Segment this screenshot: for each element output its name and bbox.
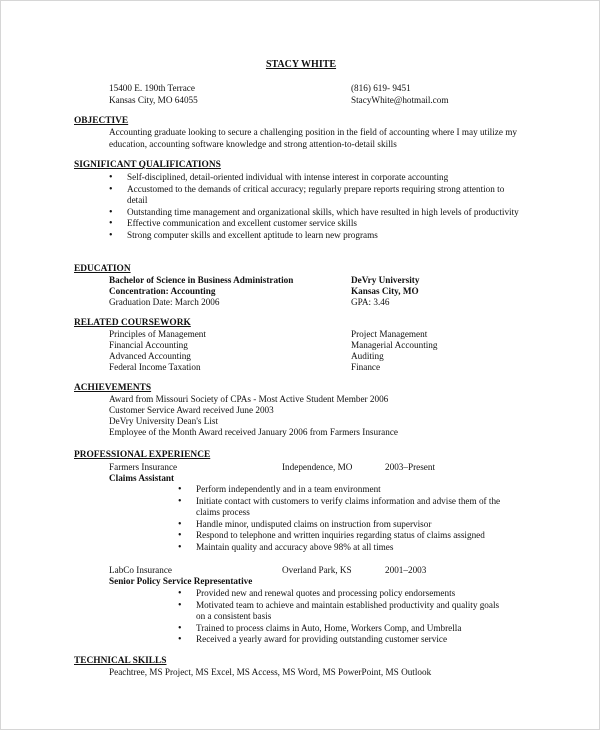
job-duty: • Maintain quality and accuracy above 98% at all times xyxy=(178,542,508,554)
achievement-item: Employee of the Month Award received January 2006 from Farmers Insurance xyxy=(109,427,398,437)
job-duties-list xyxy=(178,588,508,646)
job-duties-list xyxy=(178,484,508,553)
address-line-2: Kansas City, MO 64055 xyxy=(109,95,198,105)
job-location: Independence, MO xyxy=(282,462,353,472)
email-address: StacyWhite@hotmail.com xyxy=(351,95,449,105)
job-company: LabCo Insurance xyxy=(109,565,173,575)
skills-text: Peachtree, MS Project, MS Excel, MS Access, MS Word, MS PowerPoint, MS Outlook xyxy=(109,667,432,677)
job-title: Senior Policy Service Representative xyxy=(109,576,253,586)
gpa: GPA: 3.46 xyxy=(351,297,390,307)
qualification-item: • Outstanding time management and organizational skills, which have resulted in high levels of productivity xyxy=(109,207,519,219)
qualifications-list xyxy=(109,172,519,241)
qualification-item: • Accustomed to the demands of critical accuracy; regularly prepare reports requiring strong attention to detail xyxy=(109,184,519,207)
school-name: DeVry University xyxy=(351,275,420,285)
course-item: Principles of Management xyxy=(109,329,206,339)
address-line-1: 15400 E. 190th Terrace xyxy=(109,83,195,93)
job-duty: • Initiate contact with customers to verify claims information and advise them of the claims process xyxy=(178,496,508,519)
qualification-item: • Self-disciplined, detail-oriented individual with intense interest in corporate accounting xyxy=(109,172,519,184)
achievement-item: DeVry University Dean's List xyxy=(109,416,219,426)
qualification-item: • Effective communication and excellent customer service skills xyxy=(109,218,519,230)
course-item: Finance xyxy=(351,362,381,372)
job-duty: • Perform independently and in a team environment xyxy=(178,484,508,496)
concentration: Concentration: Accounting xyxy=(109,286,216,296)
resume-name: STACY WHITE xyxy=(265,59,337,70)
graduation-date: Graduation Date: March 2006 xyxy=(109,297,220,307)
achievement-item: Customer Service Award received June 2003 xyxy=(109,405,274,415)
objective-text: Accounting graduate looking to secure a challenging position in the field of accounting where I may utilize my education, accounting software knowledge and strong attention-to-detail skills xyxy=(109,127,517,149)
job-dates: 2001–2003 xyxy=(385,565,427,575)
job-company: Farmers Insurance xyxy=(109,462,178,472)
course-item: Financial Accounting xyxy=(109,340,188,350)
achievements-heading: ACHIEVEMENTS xyxy=(74,383,152,393)
skills-heading: TECHNICAL SKILLS xyxy=(74,656,167,666)
course-item: Project Management xyxy=(351,329,428,339)
job-title: Claims Assistant xyxy=(109,473,175,483)
education-heading: EDUCATION xyxy=(74,264,131,274)
degree: Bachelor of Science in Business Administration xyxy=(109,275,294,285)
course-item: Auditing xyxy=(351,351,384,361)
job-duty: • Received a yearly award for providing outstanding customer service xyxy=(178,634,508,646)
course-item: Advanced Accounting xyxy=(109,351,191,361)
qualification-item: • Strong computer skills and excellent aptitude to learn new programs xyxy=(109,230,519,242)
job-duty: • Handle minor, undisputed claims on instruction from supervisor xyxy=(178,519,508,531)
job-duty: • Provided new and renewal quotes and processing policy endorsements xyxy=(178,588,508,600)
job-location: Overland Park, KS xyxy=(282,565,352,575)
job-dates: 2003–Present xyxy=(385,462,436,472)
job-duty: • Respond to telephone and written inquiries regarding status of claims assigned xyxy=(178,530,508,542)
job-duty: • Motivated team to achieve and maintain established productivity and quality goals on a consistent basis xyxy=(178,600,508,623)
experience-heading: PROFESSIONAL EXPERIENCE xyxy=(74,450,211,460)
achievement-item: Award from Missouri Society of CPAs - Most Active Student Member 2006 xyxy=(109,394,389,404)
objective-heading: OBJECTIVE xyxy=(74,116,129,126)
qualifications-heading: SIGNIFICANT QUALIFICATIONS xyxy=(74,160,221,170)
school-location: Kansas City, MO xyxy=(351,286,419,296)
course-item: Managerial Accounting xyxy=(351,340,438,350)
coursework-heading: RELATED COURSEWORK xyxy=(74,318,191,328)
job-duty: • Trained to process claims in Auto, Home, Workers Comp, and Umbrella xyxy=(178,623,508,635)
phone-number: (816) 619- 9451 xyxy=(351,83,411,93)
course-item: Federal Income Taxation xyxy=(109,362,201,372)
